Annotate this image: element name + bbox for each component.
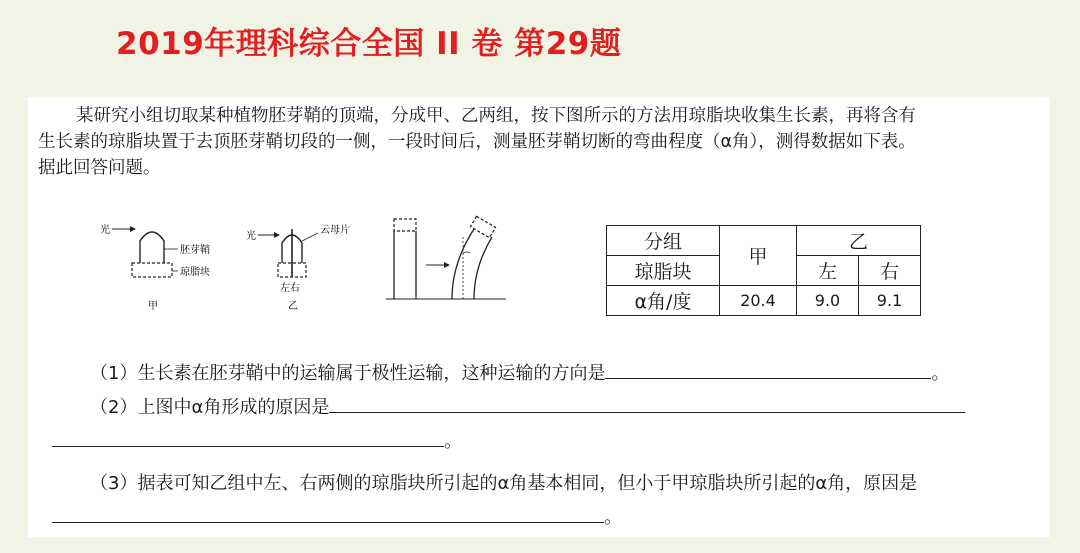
table-cell-left-value: 9.0 [797, 286, 859, 316]
document-body [28, 97, 1050, 537]
question-3-continued [52, 503, 622, 529]
table-row [607, 286, 921, 316]
question-1-text: （1）生长素在胚芽鞘中的运输属于极性运输，这种运输的方向是 [90, 363, 606, 384]
jia-agar-block [132, 263, 172, 277]
answer-blank-1[interactable] [605, 362, 931, 379]
jia-caption: 甲 [148, 301, 158, 312]
table-cell-jia-value: 20.4 [720, 286, 797, 316]
yi-sides-label: 左右 [280, 283, 300, 294]
yi-light-label: 光 [246, 231, 256, 242]
data-table [606, 225, 921, 316]
passage-line-2: 生长素的琼脂块置于去顶胚芽鞘切段的一侧，一段时间后，测量胚芽鞘切断的弯曲程度（α角），测得数据如下表。 [38, 132, 916, 152]
end-mark: 。 [444, 431, 462, 452]
answer-blank-2a[interactable] [329, 396, 965, 413]
page-title: 2019年理科综合全国 II 卷 第29题 [116, 26, 622, 62]
jia-coleoptile-tip [140, 232, 164, 263]
question-1 [90, 359, 949, 385]
agar-block-on-stem [394, 219, 416, 231]
question-passage [38, 103, 1050, 181]
question-3-text: （3）据表可知乙组中左、右两侧的琼脂块所引起的α角基本相同，但小于甲琼脂块所引起的α角，原因是 [90, 473, 918, 494]
table-header-yi: 乙 [797, 226, 921, 256]
group-yi-diagram [246, 223, 350, 312]
table-header-group: 分组 [607, 226, 720, 256]
table-row-label-agar: 琼脂块 [607, 256, 720, 286]
alpha-angle-arc [463, 252, 470, 253]
agar-block-bent [470, 216, 495, 237]
yi-mica-label: 云母片 [320, 225, 350, 236]
jia-agar-label: 琼脂块 [180, 267, 210, 278]
question-2-text: （2）上图中α角形成的原因是 [90, 397, 330, 418]
passage-line-3: 据此回答问题。 [38, 158, 161, 178]
group-jia-diagram [100, 223, 210, 312]
bent-coleoptile-left [452, 229, 474, 299]
table-header-jia: 甲 [720, 226, 797, 286]
yi-caption: 乙 [288, 301, 298, 312]
answer-blank-3[interactable] [52, 506, 604, 523]
answer-blank-2b[interactable] [52, 430, 444, 447]
question-2-continued [52, 427, 462, 453]
table-cell-left: 左 [797, 256, 859, 286]
bent-coleoptile-right [474, 237, 492, 299]
passage-line-1: 某研究小组切取某种植物胚芽鞘的顶端，分成甲、乙两组，按下图所示的方法用琼脂块收集生长素，再将含有 [76, 106, 916, 126]
question-3 [90, 469, 917, 495]
question-2 [90, 393, 965, 419]
table-row-label-angle: α角/度 [607, 286, 720, 316]
experiment-figure [96, 215, 516, 315]
table-cell-right-value: 9.1 [859, 286, 921, 316]
end-mark: 。 [931, 363, 950, 384]
bending-experiment-diagram [386, 216, 506, 299]
jia-coleoptile-label: 胚芽鞘 [180, 245, 210, 256]
table-cell-right: 右 [859, 256, 921, 286]
table-row [607, 226, 921, 256]
end-mark: 。 [604, 507, 622, 528]
jia-light-label: 光 [100, 225, 110, 236]
